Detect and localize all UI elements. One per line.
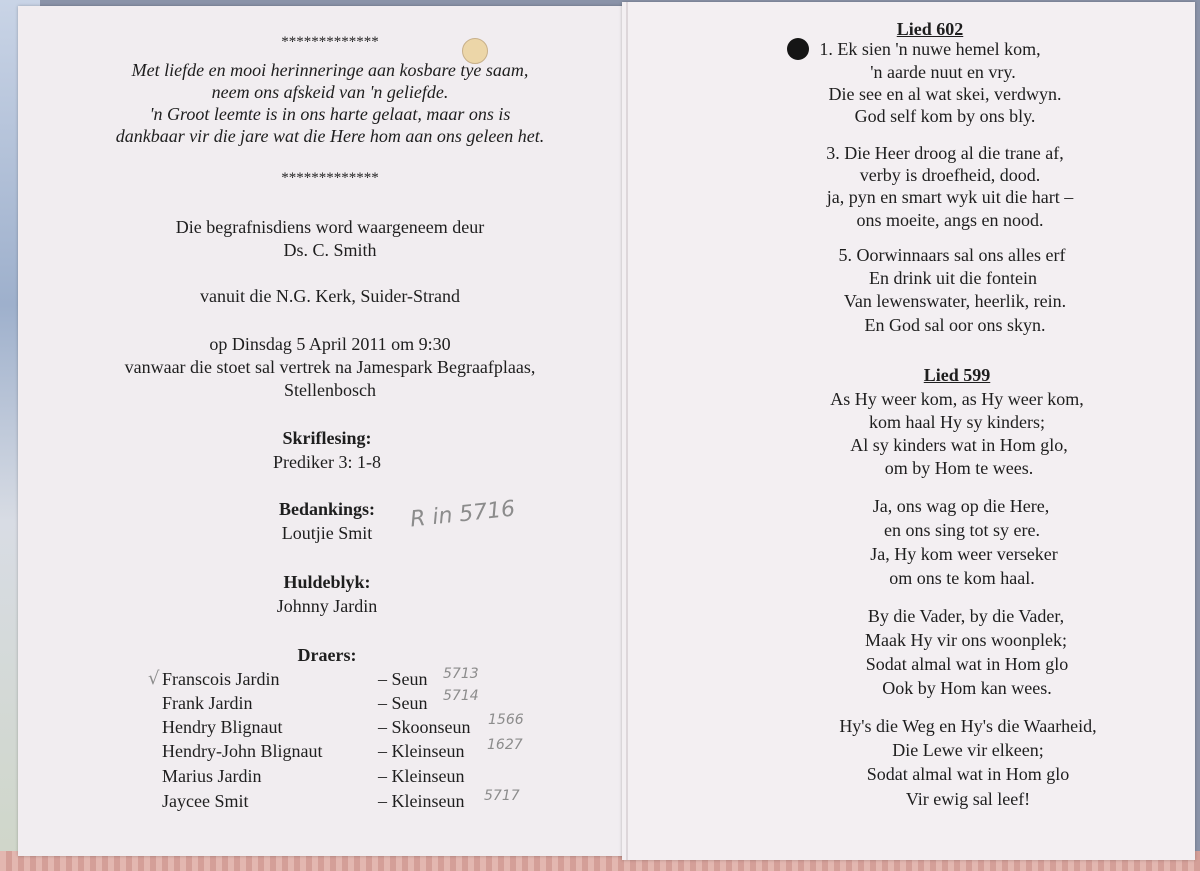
bearer-relation: – Skoonseun [378, 717, 471, 737]
reading-text: Prediker 3: 1-8 [273, 452, 381, 472]
tribute-line: neem ons afskeid van 'n geliefde. [211, 82, 449, 102]
hymn-line: Van lewenswater, heerlik, rein. [843, 291, 1067, 311]
bearer-name: Hendry-John Blignaut [162, 741, 323, 761]
church-line: vanuit die N.G. Kerk, Suider-Strand [199, 286, 461, 306]
thanks-name: Loutjie Smit [281, 523, 373, 543]
hymn-line: Sodat almal wat in Hom glo [866, 764, 1070, 784]
bearer-relation: – Seun [378, 693, 428, 713]
hymn-line: En drink uit die fontein [869, 268, 1037, 288]
hymn-line: 3. Die Heer droog al die trane af, [826, 143, 1064, 163]
bearer-relation: – Kleinseun [378, 741, 465, 761]
bearer-note: 1566 [488, 712, 524, 728]
hymn-line: Ja, ons wag op die Here, [872, 496, 1050, 516]
hymn-line: Vir ewig sal leef! [905, 789, 1031, 809]
hymn-line: 5. Oorwinnaars sal ons alles erf [838, 245, 1066, 265]
hymn-line: Hy's die Weg en Hy's die Waarheid, [839, 716, 1097, 736]
hymn-line: Die Lewe vir elkeen; [892, 740, 1044, 760]
reading-heading: Skriflesing: [282, 428, 372, 448]
bearer-note: 1627 [487, 737, 523, 753]
handwritten-note: R in 5716 [408, 496, 517, 533]
punch-hole [787, 38, 809, 60]
page-fold [626, 2, 628, 860]
minister-name: Ds. C. Smith [283, 240, 377, 260]
hymn-line: Maak Hy vir ons woonplek; [865, 630, 1067, 650]
hymn-line: Ja, Hy kom weer verseker [870, 544, 1058, 564]
thanks-heading: Bedankings: [278, 499, 376, 519]
hymn-title: Lied 602 [896, 19, 964, 39]
bearer-note: 5713 [443, 666, 479, 682]
procession-line: vanwaar die stoet sal vertrek na Jamespark Begraafplaas, [124, 357, 536, 377]
hymn-line: Sodat almal wat in Hom glo [865, 654, 1069, 674]
bearer-name: Jaycee Smit [162, 791, 249, 811]
bearer-relation: – Seun [378, 669, 428, 689]
bearers-heading: Draers: [297, 645, 357, 665]
bearer-relation: – Kleinseun [378, 791, 465, 811]
hymn-line: kom haal Hy sy kinders; [869, 412, 1045, 432]
checkmark: √ [148, 668, 160, 689]
star-divider: ************* [281, 170, 379, 186]
bearer-relation: – Kleinseun [378, 766, 465, 786]
bearer-name: Hendry Blignaut [162, 717, 283, 737]
hymn-line: verby is droefheid, dood. [859, 165, 1041, 185]
hymn-line: En God sal oor ons skyn. [864, 315, 1046, 335]
tribute-heading: Huldeblyk: [283, 572, 371, 592]
hymn-line: 1. Ek sien 'n nuwe hemel kom, [819, 39, 1041, 59]
service-line: Die begrafnisdiens word waargeneem deur [175, 217, 485, 237]
hymn-title: Lied 599 [923, 365, 991, 385]
tribute-speaker: Johnny Jardin [276, 596, 378, 616]
hymn-line: Die see en al wat skei, verdwyn. [828, 84, 1062, 104]
star-divider: ************* [281, 34, 379, 50]
bearer-name: Franscois Jardin [162, 669, 280, 689]
hymn-line: Ook by Hom kan wees. [882, 678, 1052, 698]
date-line: op Dinsdag 5 April 2011 om 9:30 [209, 334, 451, 354]
hymn-line: en ons sing tot sy ere. [884, 520, 1040, 540]
hymn-line: ja, pyn en smart wyk uit die hart – [826, 187, 1074, 207]
hymn-line: Al sy kinders wat in Hom glo, [850, 435, 1068, 455]
hymn-line: God self kom by ons bly. [854, 106, 1036, 126]
bearer-note: 5717 [484, 788, 520, 804]
place-line: Stellenbosch [284, 380, 376, 400]
hymn-line: As Hy weer kom, as Hy weer kom, [830, 389, 1084, 409]
hymn-line: ons moeite, angs en nood. [856, 210, 1044, 230]
bearer-note: 5714 [443, 688, 479, 704]
hymn-line: By die Vader, by die Vader, [867, 606, 1065, 626]
bearer-name: Marius Jardin [162, 766, 262, 786]
hymn-line: 'n aarde nuut en vry. [870, 62, 1016, 82]
tribute-line: dankbaar vir die jare wat die Here hom aan ons geleen het. [115, 126, 545, 146]
hymn-line: om ons te kom haal. [889, 568, 1035, 588]
hymn-line: om by Hom te wees. [884, 458, 1034, 478]
tribute-line: 'n Groot leemte is in ons harte gelaat, maar ons is [149, 104, 511, 124]
tribute-line: Met liefde en mooi herinneringe aan kosbare tye saam, [131, 60, 529, 80]
bearer-name: Frank Jardin [162, 693, 253, 713]
